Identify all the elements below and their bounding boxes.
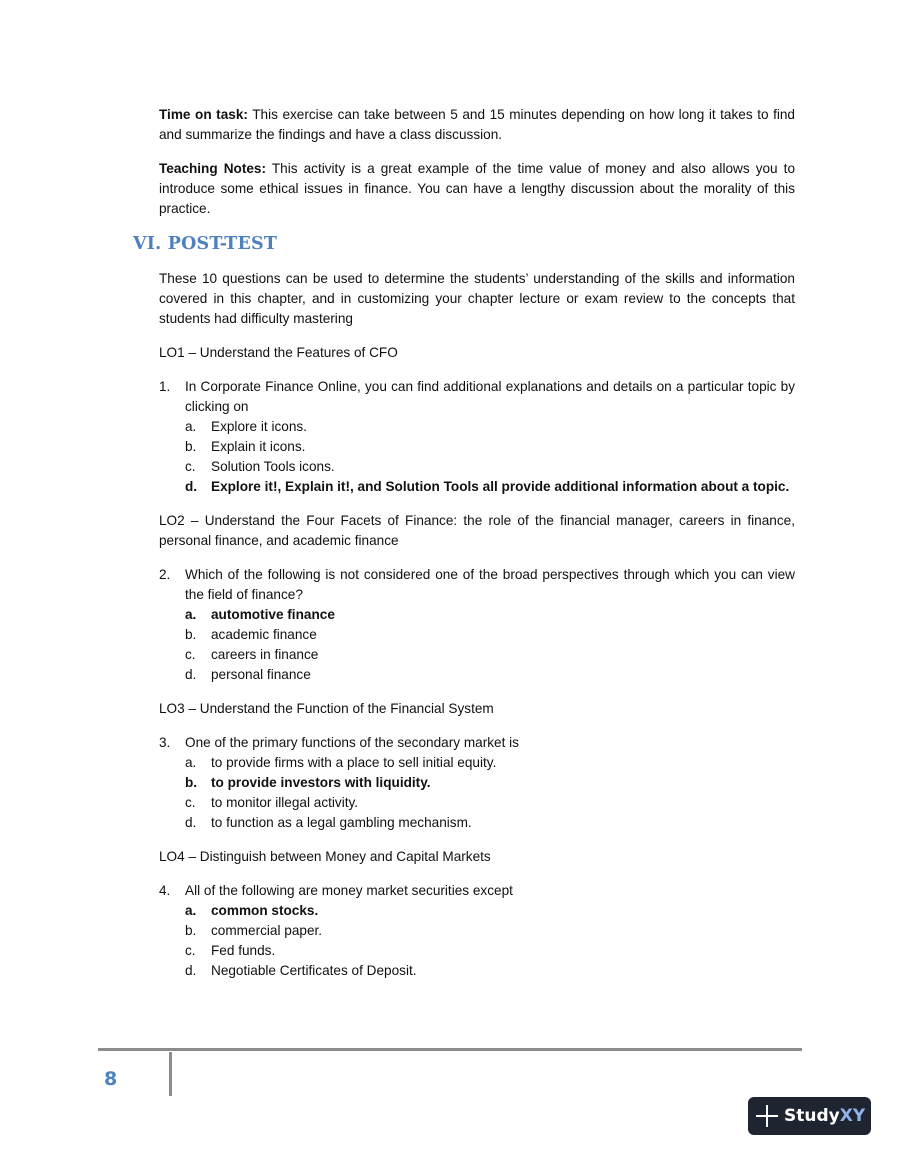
question-item [159,881,795,981]
option-letter: b. [185,923,197,938]
learning-objective: LO1 – Understand the Features of CFO [159,345,398,360]
option-text: to monitor illegal activity. [211,795,359,810]
option-letter: a. [185,755,197,770]
option-letter: c. [185,647,196,662]
option-text: Explore it!, Explain it!, and Solution Tools all provide additional information about a topic. [211,479,790,494]
answer-option [159,645,795,665]
logo-text-accent: XY [839,1106,866,1126]
question-number: 3. [159,735,171,750]
footer-rule [98,1048,802,1051]
page-number: 8 [104,1068,118,1090]
option-letter: c. [185,459,196,474]
answer-option [159,625,795,645]
option-text: academic finance [211,627,317,642]
option-letter: d. [185,815,197,830]
logo-text [784,1106,865,1126]
option-text: automotive finance [211,607,335,622]
question-text: All of the following are money market securities except [185,883,513,898]
time-on-task-text: This exercise can take between 5 and 15 minutes depending on how long it takes to find and summarize the findings and have a class discussion. [159,107,795,142]
time-on-task-label: Time on task: [159,107,248,122]
teaching-notes-label: Teaching Notes: [159,161,267,176]
option-letter: b. [185,439,197,454]
option-text: Fed funds. [211,943,276,958]
option-letter: a. [185,903,197,918]
answer-option [159,793,795,813]
option-text: Explore it icons. [211,419,307,434]
answer-option [159,941,795,961]
learning-objective: LO3 – Understand the Function of the Financial System [159,701,494,716]
option-letter: b. [185,775,198,790]
option-letter: c. [185,795,196,810]
option-text: to provide firms with a place to sell initial equity. [211,755,497,770]
post-test-intro: These 10 questions can be used to determine the students’ understanding of the skills and information covered in this chapter, and in customizing your chapter lecture or exam review to the concepts that students had difficulty mastering [159,271,795,326]
answer-option [159,813,795,833]
option-text: careers in finance [211,647,319,662]
question-row [159,881,795,901]
option-text: Solution Tools icons. [211,459,335,474]
section-heading: VI. POST-TEST [133,234,278,254]
answer-options [159,901,795,981]
question-row [159,377,795,417]
studyxy-logo[interactable] [748,1097,871,1135]
teaching-notes-text: This activity is a great example of the time value of money and also allows you to introduce some ethical issues in finance. You can have a lengthy discussion about the morality of this practice. [159,161,796,216]
answer-option-correct [159,773,795,793]
answer-option [159,665,795,685]
answer-option [159,457,795,477]
question-item [159,565,795,685]
question-number: 2. [159,567,171,582]
question-text: In Corporate Finance Online, you can find additional explanations and details on a particular topic by clicking on [185,379,795,414]
option-text: to function as a legal gambling mechanism. [211,815,472,830]
question-number: 1. [159,379,171,394]
answer-option-correct [159,477,795,497]
option-letter: a. [185,419,197,434]
answer-options [159,605,795,685]
logo-text-main: Study [784,1106,840,1126]
answer-options [159,753,795,833]
teaching-notes-paragraph [159,159,795,219]
question-list [159,343,795,981]
answer-option [159,921,795,941]
question-item [159,377,795,497]
option-text: Explain it icons. [211,439,306,454]
answer-option [159,437,795,457]
answer-option [159,961,795,981]
answer-option [159,753,795,773]
question-row [159,733,795,753]
plus-icon [756,1105,778,1127]
learning-objective: LO4 – Distinguish between Money and Capital Markets [159,849,491,864]
question-number: 4. [159,883,171,898]
answer-options [159,417,795,497]
option-text: personal finance [211,667,311,682]
option-letter: d. [185,479,198,494]
answer-option [159,417,795,437]
time-on-task-paragraph [159,105,795,145]
footer-divider [169,1052,172,1096]
answer-option-correct [159,901,795,921]
option-text: to provide investors with liquidity. [211,775,431,790]
answer-option-correct [159,605,795,625]
option-text: Negotiable Certificates of Deposit. [211,963,417,978]
question-text: Which of the following is not considered one of the broad perspectives through which you can view the field of finance? [185,567,795,602]
question-item [159,733,795,833]
option-letter: d. [185,667,197,682]
option-letter: b. [185,627,197,642]
question-text: One of the primary functions of the secondary market is [185,735,519,750]
option-letter: d. [185,963,197,978]
learning-objective: LO2 – Understand the Four Facets of Finance: the role of the financial manager, careers in finance, personal finance, and academic finance [159,513,795,548]
question-row [159,565,795,605]
option-text: commercial paper. [211,923,323,938]
option-letter: c. [185,943,196,958]
option-letter: a. [185,607,197,622]
option-text: common stocks. [211,903,319,918]
